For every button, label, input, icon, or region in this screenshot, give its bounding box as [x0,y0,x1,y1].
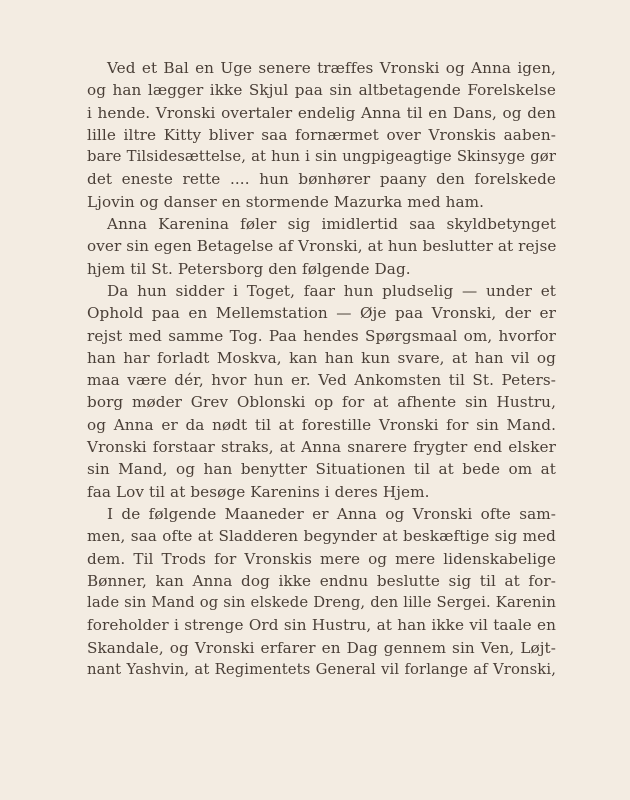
text-line: Ved et Bal en Uge senere træffes Vronski og Anna igen, [107,59,556,77]
text-line: i hende. Vronski overtaler endelig Anna til en Dans, og den [87,103,556,122]
text-line: Skandale, og Vronski erfarer en Dag gennem sin Ven, Løjt- [87,638,556,657]
text-line: Anna Karenina føler sig imidlertid saa skyldbetynget [107,215,556,234]
text-line: over sin egen Betagelse af Vronski, at hun beslutter at rejse [87,237,557,256]
text-line: maa være dér, hvor hun er. Ved Ankomsten til St. Peters- [87,371,556,390]
text-line: rejst med samme Tog. Paa hendes Spørgsmaal om, hvorfor [87,326,556,345]
text-line: Da hun sidder i Toget, faar hun pludselig — under et [107,281,556,300]
text-line: I de følgende Maaneder er Anna og Vronski ofte sam- [107,504,556,523]
text-line: foreholder i strenge Ord sin Hustru, at han ikke vil taale en [87,616,556,635]
text-line: og han lægger ikke Skjul paa sin altbetagende Forelskelse [87,81,556,100]
text-line: Ljovin og danser en stormende Mazurka med ham. [87,192,485,211]
text-line: han har forladt Moskva, kan han kun svare, at han vil og [87,348,556,367]
text-line: borg møder Grev Oblonski op for at afhente sin Hustru, [87,393,556,412]
text-line: Ophold paa en Mellemstation — Øje paa Vronski, der er [87,304,556,323]
body-text [87,57,556,681]
text-line: Bønner, kan Anna dog ikke endnu beslutte sig til at for- [87,571,556,590]
text-line: men, saa ofte at Sladderen begynder at beskæftige sig med [87,527,556,546]
text-line: bare Tilsidesættelse, at hun i sin ungpigeagtige Skinsyge gør [87,148,556,166]
text-line: det eneste rette .... hun bønhører paany den forelskede [87,170,556,189]
text-line: dem. Til Trods for Vronskis mere og mere lidenskabelige [87,549,556,568]
text-line: sin Mand, og han benytter Situationen til at bede om at [87,460,556,479]
text-line: og Anna er da nødt til at forestille Vronski for sin Mand. [87,415,556,434]
text-line: lade sin Mand og sin elskede Dreng, den lille Sergei. Karenin [87,594,556,612]
text-line: lille iltre Kitty bliver saa fornærmet over Vronskis aaben- [87,125,556,144]
text-line: hjem til St. Petersborg den følgende Dag. [87,259,411,278]
text-line: nant Yashvin, at Regimentets General vil forlange af Vronski, [87,661,556,679]
text-line: Vronski forstaar straks, at Anna snarere frygter end elsker [87,438,556,457]
text-line: faa Lov til at besøge Karenins i deres Hjem. [87,482,430,501]
